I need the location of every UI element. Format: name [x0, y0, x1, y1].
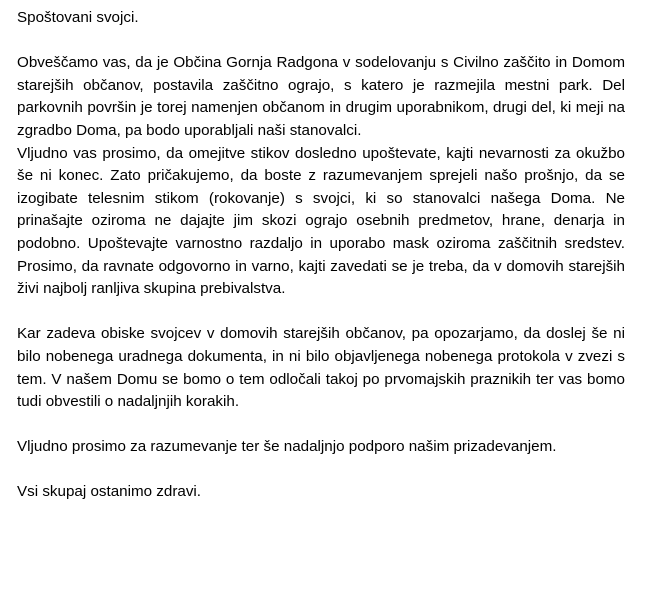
greeting: Spoštovani svojci. [17, 9, 139, 26]
paragraph-thanks: Vljudno prosimo za razumevanje ter še nadaljnjo podporo našim prizadevanjem. [17, 438, 557, 456]
letter-document [17, 7, 625, 504]
closing-line: Vsi skupaj ostanimo zdravi. [17, 483, 202, 501]
paragraph-fence-announcement: Obveščamo vas, da je Občina Gornja Radgona v sodelovanju s Civilno zaščito in Domom starejših občanov, postavila zaščitno ograjo, s katero je razmejila mestni park. Del parkovnih površin je torej namenjen občanom in drugim uporabnikom, drugi del, ki meji na zgradbo Doma, pa bodo uporabljali naši stanovalci. [17, 54, 625, 139]
paragraph-contact-restrictions: Vljudno vas prosimo, da omejitve stikov dosledno upoštevate, kajti nevarnosti za okužbo še ni konec. Zato pričakujemo, da boste z razumevanjem sprejeli našo prošnjo, da se izogibate telesnim stikom (rokovanje) s svojci, ki so stanovalci našega Doma. Ne prinašajte oziroma ne dajajte jim skozi ograjo osebnih predmetov, hrane, denarja in podobno. Upoštevajte varnostno razdaljo in uporabo mask oziroma zaščitnih sredstev. Prosimo, da ravnate odgovorno in varno, kajti zavedati se je treba, da v domovih starejših živi najbolj ranljiva skupina prebivalstva. [17, 144, 625, 298]
paragraph-visits: Kar zadeva obiske svojcev v domovih starejših občanov, pa opozarjamo, da doslej še ni bilo nobenega uradnega dokumenta, in ni bilo objavljenega nobenega protokola v zvezi s tem. V našem Domu se bomo o tem odločali takoj po prvomajskih praznikih ter vas bomo tudi obvestili o nadaljnjih korakih. [17, 325, 625, 411]
